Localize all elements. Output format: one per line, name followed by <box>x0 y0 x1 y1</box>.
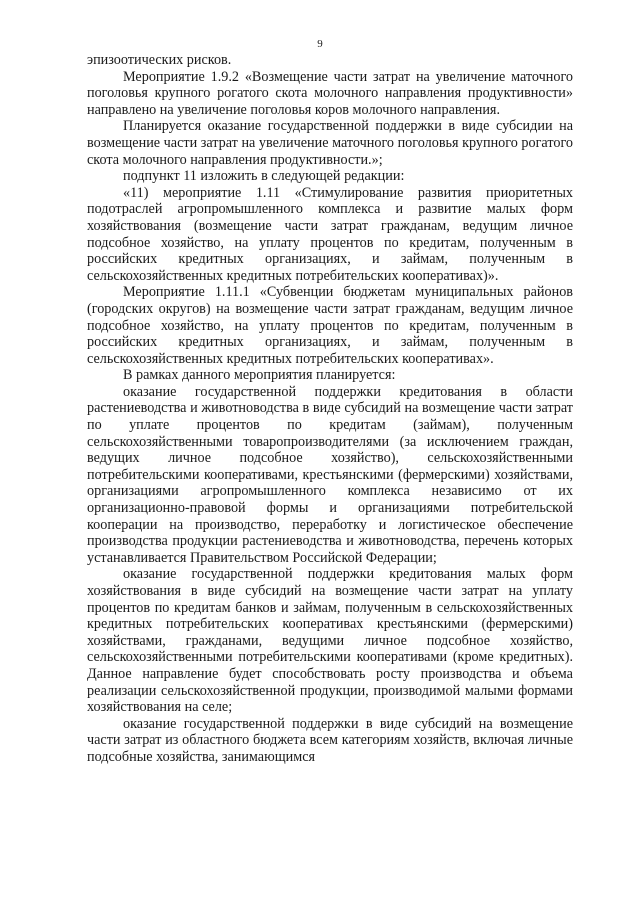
document-body <box>87 52 573 766</box>
paragraph: «11) мероприятие 1.11 «Стимулирование развития приоритетных подотраслей агропромышленного комплекса и развитие малых форм хозяйствования (возмещение части затрат гражданам, ведущим личное подсобное хозяйство, на уплату процентов по кредитам, полученным в российских кредитных организациях, и займам, полученным в сельскохозяйственных кредитных потребительских кооперативах)». <box>87 184 573 284</box>
paragraph: оказание государственной поддержки кредитования малых форм хозяйствования в виде субсидий на возмещение части затрат на уплату процентов по кредитам банков и займам, полученным в сельскохозяйственных кредитных потребительских кооперативах крестьянскими (фермерскими) хозяйствами, гражданами, ведущими личное подсобное хозяйство, сельскохозяйственными потребительскими кооперативами (кроме кредитных). Данное направление будет способствовать росту производства и объема реализации сельскохозяйственной продукции, производимой малыми формами хозяйствования на селе; <box>87 566 573 716</box>
paragraph: Мероприятие 1.11.1 «Субвенции бюджетам муниципальных районов (городских округов) на возмещение части затрат гражданам, ведущим личное подсобное хозяйство, на уплату процентов по кредитам, полученным в российских кредитных организациях, и займам, полученным в сельскохозяйственных кредитных потребительских кооперативах». <box>87 284 573 367</box>
paragraph: оказание государственной поддержки кредитования в области растениеводства и животноводства в виде субсидий на возмещение части затрат по уплате процентов по кредитам (займам), полученным сельскохозяйственными товаропроизводителями (за исключением граждан, ведущих личное подсобное хозяйство), сельскохозяйственными потребительскими кооперативами, крестьянскими (фермерскими) хозяйствами, организациями агропромышленного комплекса независимо от их организационно-правовой формы и организациями потребительской кооперации на производство, переработку и логистическое обеспечение производства продукции растениеводства и животноводства, перечень которых устанавливается Правительством Российской Федерации; <box>87 383 573 566</box>
paragraph: оказание государственной поддержки в виде субсидий на возмещение части затрат из областного бюджета всем категориям хозяйств, включая личные подсобные хозяйства, занимающимся <box>87 715 573 765</box>
paragraph: эпизоотических рисков. <box>87 52 232 68</box>
paragraph: Мероприятие 1.9.2 «Возмещение части затрат на увеличение маточного поголовья крупного рогатого скота молочного направления продуктивности» направлено на увеличение поголовья коров молочного направления. <box>87 68 573 118</box>
page-number: 9 <box>317 38 323 50</box>
paragraph: В рамках данного мероприятия планируется: <box>123 367 396 384</box>
paragraph: Планируется оказание государственной поддержки в виде субсидии на возмещение части затрат на увеличение маточного поголовья крупного рогатого скота молочного направления продуктивности.»; <box>87 118 573 168</box>
paragraph: подпункт 11 изложить в следующей редакции: <box>123 168 405 185</box>
